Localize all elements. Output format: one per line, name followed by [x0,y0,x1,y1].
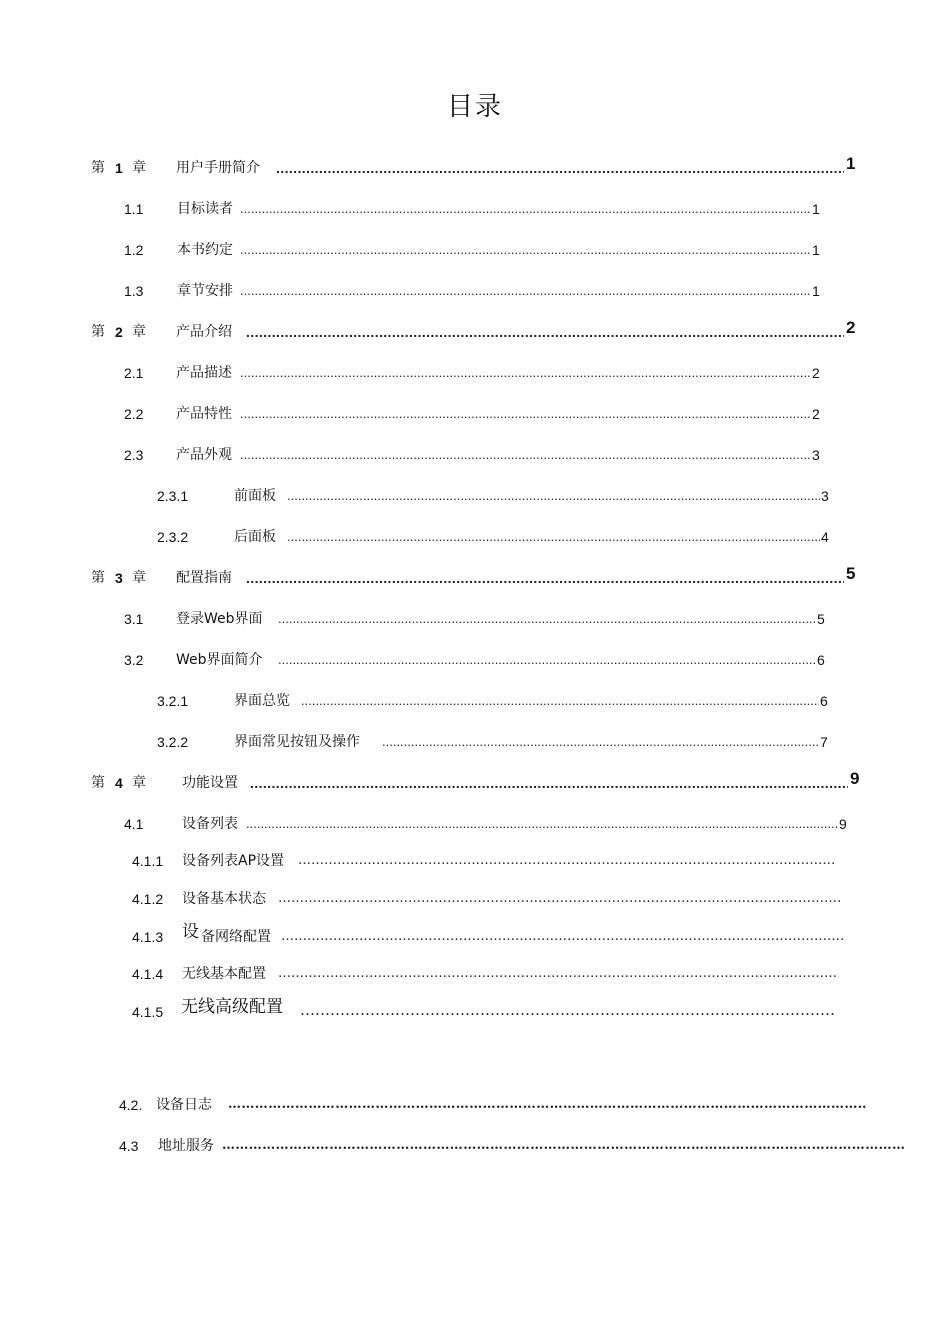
leader-dots [240,240,811,260]
section-number: 4.1.1 [132,853,164,869]
page-number: 2 [812,406,820,422]
section-number: 4.3 [119,1138,139,1154]
leader-dots [246,322,844,342]
section-number: 4.1 [124,816,144,832]
chapter-suffix: 章 [132,324,146,340]
toc-subsection-4-1-3[interactable] [0,922,950,947]
toc-subsection-3-2-2[interactable] [0,732,950,752]
toc-chapter-2[interactable] [0,318,950,342]
page-number: 4 [821,529,829,545]
section-title: 界面常见按钮及操作 [234,734,360,750]
leader-dots [281,927,843,947]
toc-section-1-2[interactable] [0,240,950,260]
page-number: 2 [812,365,820,381]
section-number: 4.2. [119,1097,143,1113]
toc-subsection-2-3-2[interactable] [0,527,950,547]
leader-dots [240,363,811,383]
page-number: 3 [821,488,829,504]
section-number: 2.3 [124,447,144,463]
section-title: 设备列表AP设置 [182,853,285,869]
section-title: 设备列表 [182,816,238,832]
leader-dots [240,199,811,219]
section-title: 地址服务 [158,1138,214,1154]
section-number: 1.1 [124,201,144,217]
toc-subsection-4-1-4[interactable] [0,964,950,984]
section-title: 后面板 [234,529,276,545]
page-number: 1 [812,283,820,299]
leader-dots [246,814,838,834]
section-title: 产品描述 [176,365,232,381]
leader-dots [222,1136,904,1156]
page-number: 7 [820,734,828,750]
toc-section-2-1[interactable] [0,363,950,383]
chapter-suffix: 章 [132,775,146,791]
section-title: 章节安排 [177,283,233,299]
page-number: 9 [850,769,860,788]
section-title: 本书约定 [177,242,233,258]
page-number: 1 [812,242,820,258]
toc-section-4-3[interactable] [0,1136,950,1156]
chapter-prefix: 第 [91,160,105,176]
toc-chapter-3[interactable] [0,564,950,588]
toc-subsection-4-1-2[interactable] [0,889,950,909]
chapter-prefix: 第 [91,775,105,791]
section-title: 备网络配置 [201,929,271,945]
leader-dots [240,404,811,424]
leader-dots [246,568,844,588]
page-number: 5 [846,564,856,583]
section-title: 设备日志 [156,1097,212,1113]
chapter-number: 4 [115,775,123,791]
section-number: 2.3.2 [157,529,189,545]
leader-dots [240,445,811,465]
toc-section-4-2[interactable] [0,1095,950,1115]
chapter-title: 配置指南 [176,570,232,586]
page-number: 5 [817,611,825,627]
leader-dots [287,527,820,547]
page-number: 6 [820,693,828,709]
page-number: 2 [846,318,856,337]
leader-dots [228,1095,866,1115]
section-number: 3.2 [124,652,144,668]
leader-dots [382,732,819,752]
section-title: 无线高级配置 [181,997,283,1017]
section-number: 1.3 [124,283,144,299]
section-number: 1.2 [124,242,144,258]
section-title: 产品外观 [176,447,232,463]
toc-section-3-2[interactable] [0,650,950,670]
chapter-suffix: 章 [132,160,146,176]
section-number: 3.2.2 [157,734,189,750]
chapter-suffix: 章 [132,570,146,586]
toc-section-2-2[interactable] [0,404,950,424]
leader-dots [250,773,848,793]
section-number: 4.1.3 [132,929,164,945]
chapter-number: 3 [115,570,123,586]
toc-section-4-1[interactable] [0,814,950,834]
toc-subsection-2-3-1[interactable] [0,486,950,506]
section-title: 无线基本配置 [182,966,266,982]
page-number: 3 [812,447,820,463]
chapter-prefix: 第 [91,324,105,340]
page-number: 1 [846,154,856,173]
section-title: 产品特性 [176,406,232,422]
toc-chapter-4[interactable] [0,769,950,793]
section-number: 4.1.4 [132,966,164,982]
section-title: 登录Web界面 [176,611,263,627]
section-number: 2.1 [124,365,144,381]
section-number: 3.1 [124,611,144,627]
section-title: 前面板 [234,488,276,504]
toc-subsection-4-1-5[interactable] [0,997,950,1024]
section-number: 4.1.2 [132,891,164,907]
section-title: 设备基本状态 [182,891,266,907]
leader-dots [300,1000,834,1020]
chapter-number: 1 [115,160,123,176]
section-title: 目标读者 [177,201,233,217]
leader-dots [278,609,816,629]
leader-dots [278,650,816,670]
chapter-title: 产品介绍 [176,324,232,340]
leader-dots [240,281,811,301]
leader-dots [278,889,840,909]
toc-section-2-3[interactable] [0,445,950,465]
toc-section-1-1[interactable] [0,199,950,219]
page-number: 9 [839,816,847,832]
leader-dots [276,158,844,178]
section-title: 界面总览 [234,693,290,709]
leader-dots [301,691,819,711]
toc-chapter-1[interactable] [0,154,950,178]
section-number: 2.2 [124,406,144,422]
page-number: 6 [817,652,825,668]
section-number: 4.1.5 [132,1004,164,1020]
page-number: 1 [812,201,820,217]
section-title: Web界面简介 [176,652,263,668]
chapter-number: 2 [115,324,123,340]
toc-subsection-4-1-1[interactable] [0,851,950,871]
leader-dots [278,964,836,984]
chapter-title: 功能设置 [182,775,238,791]
section-number: 2.3.1 [157,488,189,504]
chapter-title: 用户手册简介 [176,160,260,176]
toc-subsection-3-2-1[interactable] [0,691,950,711]
toc-title: 目录 [446,92,503,122]
leader-dots [298,851,834,871]
toc-section-1-3[interactable] [0,281,950,301]
section-number: 3.2.1 [157,693,189,709]
toc-section-3-1[interactable] [0,609,950,629]
section-title-initial: 设 [182,922,199,942]
chapter-prefix: 第 [91,570,105,586]
leader-dots [287,486,820,506]
